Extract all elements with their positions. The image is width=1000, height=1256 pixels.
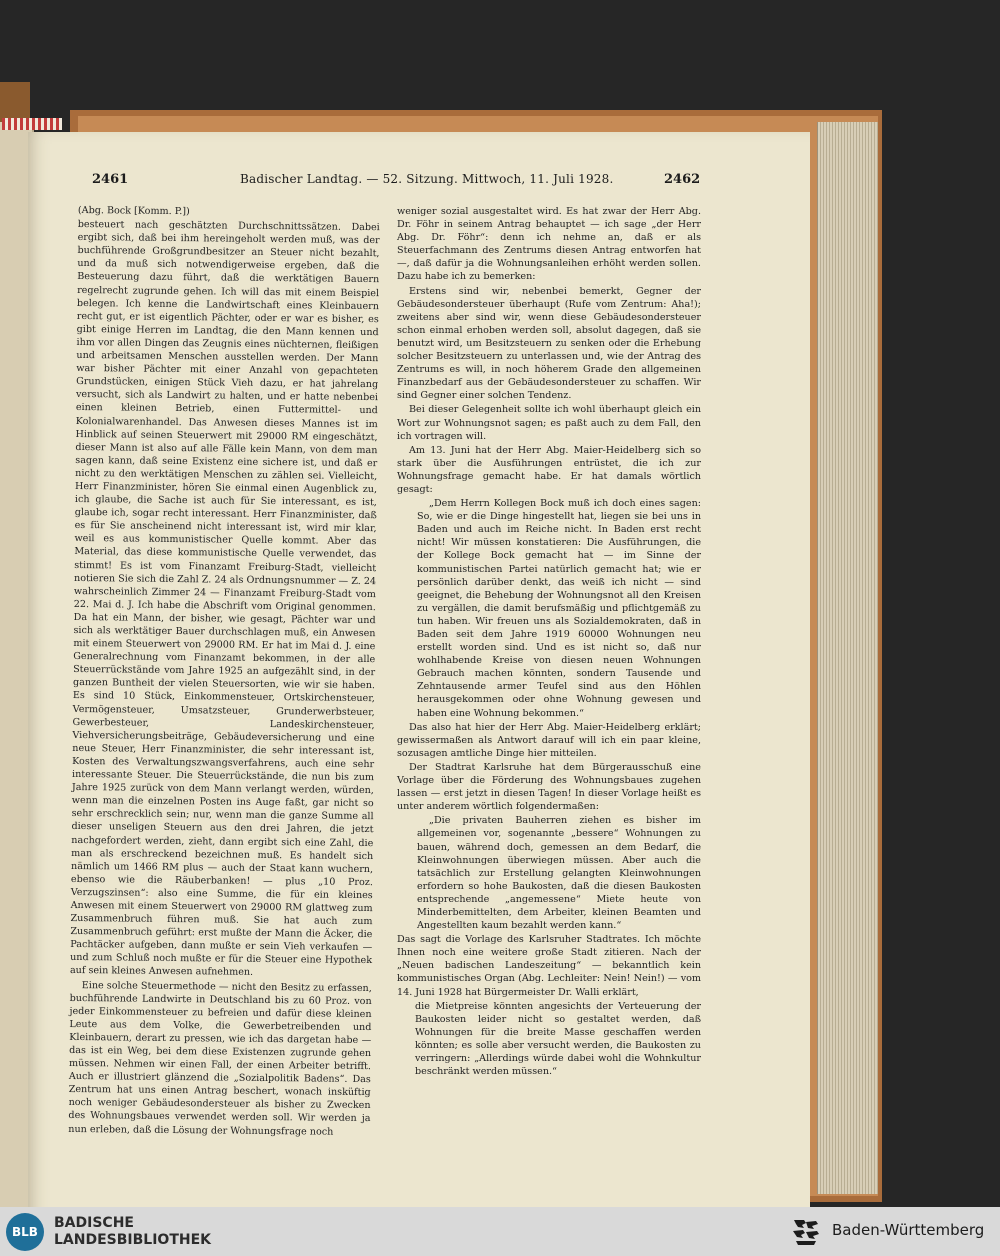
right-text-column — [397, 205, 701, 1079]
paragraph: Das also hat hier der Herr Abg. Maier-Heidelberg erklärt; gewissermaßen als Antwort darauf will ich ein paar kleine, sozusagen amtliche Dinge hier mitteilen. — [397, 721, 701, 759]
paragraph: Erstens sind wir, nebenbei bemerkt, Gegner der Gebäudesondersteuer überhaupt (Rufe vom Zentrum: Aha!); zweitens aber sind wir, wenn diese Gebäudesondersteuer schon einmal erhoben werden soll, absolut dagegen, daß sie benutzt wird, um Besitzsteuern zu senken oder die Erhebung solcher Besitzsteuern zu unterlassen und, wie der Antrag des Zentrums es will, in noch höherem Grade den allgemeinen Finanzbedarf aus der Gebäudesondersteuer zu schaffen. Wir sind Gegner einer solchen Tendenz. — [397, 285, 701, 402]
paragraph: Eine solche Steuermethode — nicht den Besitz zu erfassen, buchführende Landwirte in Deutschland bis zu 60 Proz. von jeder Einkommensteuer zu befreien und dafür diese kleinen Leute aus dem Volke, die Gewerbetreibenden und Kleinbauern, derart zu pressen, wie ich das dargetan habe — das ist ein Weg, bei dem diese Existenzen zugrunde gehen müssen. Nehmen wir einen Fall, der einen Arbeiter betrifft. Auch er illustriert glänzend die „Sozialpolitik Badens“. Das Zentrum hat uns einen Antrag beschert, wonach insküftig noch weniger Gebäudesondersteuer als bisher zu Zwecken des Wohnungsbaues verwendet werden soll. Wir werden ja nun erleben, daß die Lösung der Wohnungsfrage noch — [68, 979, 372, 1138]
left-text-column — [68, 204, 380, 1140]
baden-wuerttemberg-lions-icon[interactable] — [790, 1216, 822, 1248]
paragraph: besteuert nach geschätzten Durchschnittssätzen. Dabei ergibt sich, daß bei ihm hereingeholt werden muß, was der buchführende Großgrundbesitzer an Steuer nicht bezahlt, und da muß sich notwendigerweise ergeben, daß die Besteuerung dazu führt, daß die werktätigen Bauern regelrecht zugrunde gehen. Ich will das mit einem Beispiel belegen. Ich kenne die Landwirtschaft eines Kleinbauern recht gut, er ist eigentlich Pächter, oder er war es bisher, es gibt einige Herren im Landtag, die den Mann kennen und ihm vor allen Dingen das Zeugnis eines nüchternen, fleißigen und arbeitsamen Menschen ausstellen werden. Der Mann war bisher Pächter mit einer Anzahl von gepachteten Grundstücken, einigen Stück Vieh dazu, er hat jahrelang versucht, sich als Landwirt zu halten, und er hatte nebenbei einen kleinen Betrieb, einen Futtermittel- und Kolonialwarenhandel. Das Anwesen dieses Mannes ist im Hinblick auf seinen Steuerwert mit 29000 RM eingeschätzt, dieser Mann ist also auf alle Fälle kein Mann, von dem man sagen kann, daß seine Existenz eine sichere ist, und daß er nicht zu den werktätigen Menschen zu zählen sei. Vielleicht, Herr Finanzminister, hören Sie einmal einen Augenblick zu, ich glaube, die Sache ist auch für Sie interessant, es ist, glaube ich, sogar recht interessant. Herr Finanzminister, daß es für Sie anscheinend nicht interessant ist, wird mir klar, weil es aus kommunistischer Quelle kommt. Aber das Material, das diese kommunistische Quelle verwendet, das stimmt! Es ist vom Finanzamt Freiburg-Stadt, vielleicht notieren Sie sich die Zahl Z. 24 als Ordnungsnummer — Z. 24 wahrscheinlich Zimmer 24 — Finanzamt Freiburg-Stadt vom 22. Mai d. J. Ich habe die Abschrift vom Original genommen. Da hat ein Mann, der bisher, wie gesagt, Pächter war und sich als werktätiger Bauer durchschlagen muß, ein Anwesen mit einem Steuerwert von 29000 RM. Er hat im Mai d. J. eine Generalrechnung vom Finanzamt bekommen, in der alle Steuerrückstände vom Jahre 1925 an aufgezählt sind, in der ganzen Buntheit der vielen Steuersorten, wie wir sie haben. Es sind 10 Stück, Einkommensteuer, Ortskirchensteuer, Vermögensteuer, Umsatzsteuer, Grunderwerbsteuer, Gewerbesteuer, Landeskirchensteuer, Viehversicherungsbeiträge, Gebäudeversicherung und eine neue Steuer, Herr Finanzminister, die sehr interessant ist, Kosten des Verwaltungszwangsverfahrens, auch eine sehr interessante Steuer. Die Steuerrückstände, die nun bis zum Jahre 1925 zurück von dem Mann verlangt werden, würden, wenn man die einzelnen Posten ins Auge faßt, gar nicht so sehr erschrecklich sein; nur, wenn man die ganze Summe all dieser unseligen Steuern aus den drei Jahren, die jetzt nachgefordert werden, zieht, dann ergibt sich eine Zahl, die man als erschreckend bezeichnen muß. Es handelt sich nämlich um 1466 RM plus — auch der Staat kann wuchern, ebenso wie die Räuberbanken! — plus „10 Proz. Verzugszinsen“: also eine Summe, die für ein kleines Anwesen mit einem Steuerwert von 29000 RM glattweg zum Zusammenbruch führen muß. Sie hat auch zum Zusammenbruch geführt: erst mußte der Mann die Äcker, die Pachtäcker aufgeben, dann mußte er sein Vieh verkaufen — und zum Schluß noch mußte er für die Steuer eine Hypothek auf sein kleines Anwesen aufnehmen. — [69, 219, 380, 979]
bookmark-ribbon — [2, 118, 62, 130]
footer-bar — [0, 1207, 1000, 1256]
paragraph: Der Stadtrat Karlsruhe hat dem Bürgerausschuß eine Vorlage über die Förderung des Wohnungsbaues zugehen lassen — erst jetzt in diesen Tagen! In dieser Vorlage heißt es unter anderem wörtlich folgendermaßen: — [397, 761, 701, 813]
library-name-line2: LANDESBIBLIOTHEK — [54, 1232, 212, 1248]
blb-logo-icon[interactable]: BLB — [6, 1213, 44, 1251]
library-name[interactable] — [54, 1215, 211, 1249]
state-name[interactable]: Baden-Württemberg — [832, 1221, 985, 1239]
page-stack-edge — [817, 122, 878, 1194]
running-head: Badischer Landtag. — 52. Sitzung. Mittwoch, 11. Juli 1928. — [240, 172, 614, 186]
block-quote: die Mietpreise könnten angesichts der Verteuerung der Baukosten leider nicht so gestaltet werden, daß Wohnungen für die breite Masse geschaffen werden könnten; es solle aber versucht werden, die Baukosten zu verringern: „Allerdings würde dabei wohl die Wohnkultur beschränkt werden müssen.“ — [415, 1000, 701, 1078]
block-quote: „Die privaten Bauherren ziehen es bisher im allgemeinen vor, sogenannte „bessere“ Wohnungen zu bauen, während doch, gemessen an dem Bedarf, die Kleinwohnungen überwiegen müssen. Aber auch die tatsächlich zur Erstellung gelangten Kleinwohnungen erfordern so hohe Baukosten, daß die diesen Baukosten entsprechende „angemessene“ Miete heute von Minderbemittelten, dem Arbeiter, kleinen Beamten und Angestellten kaum bezahlt werden kann.“ — [417, 815, 701, 932]
library-name-line1: BADISCHE — [54, 1215, 134, 1231]
page-number-right: 2462 — [664, 172, 701, 187]
paragraph: Bei dieser Gelegenheit sollte ich wohl überhaupt gleich ein Wort zur Wohnungsnot sagen; es paßt auch zu dem Fall, den ich vortragen will. — [397, 404, 701, 442]
block-quote: „Dem Herrn Kollegen Bock muß ich doch eines sagen: So, wie er die Dinge hingestellt hat, liegen sie bei uns in Baden und auch im Reiche nicht. In Baden erst recht nicht! Wir müssen konstatieren: Die Ausführungen, die der Kollege Bock gemacht hat — im Sinne der kommunistischen Partei natürlich gemacht hat; wie er persönlich darüber denkt, das weiß ich nicht — sind geeignet, die Behebung der Wohnungsnot all den Kreisen zu vergällen, die damit berufsmäßig und pflichtgemäß zu tun haben. Wir freuen uns als Sozialdemokraten, daß in Baden seit dem Jahre 1919 60000 Wohnungen neu erstellt worden sind. Und es ist nicht so, daß nur wohlhabende Kreise von diesen neuen Wohnungen Gebrauch machen könnten, sondern Tausende und Zehntausende armer Teufel sind aus den Höhlen herausgekommen oder ohne Wohnung gewesen und haben eine Wohnung bekommen.“ — [417, 498, 701, 719]
paragraph: weniger sozial ausgestaltet wird. Es hat zwar der Herr Abg. Dr. Föhr in seinem Antrag behauptet — ich sage „der Herr Abg. Dr. Föhr“: denn ich nehme an, daß er als Steuerfachmann des Zentrums diesen Antrag entworfen hat —, daß dafür ja die Wohnungsanleihen erhöht werden sollen. Dazu habe ich zu bemerken: — [397, 206, 701, 283]
speaker-attribution: (Abg. Bock [Komm. P.]) — [77, 204, 190, 218]
paragraph: Am 13. Juni hat der Herr Abg. Maier-Heidelberg sich so stark über die Ausführungen entrüstet, die ich zur Wohnungsfrage gemacht habe. Er hat damals wörtlich gesagt: — [397, 444, 701, 495]
paragraph: Das sagt die Vorlage des Karlsruher Stadtrates. Ich möchte Ihnen noch eine weitere große Stadt zitieren. Nach der „Neuen badischen Landeszeitung“ — bekanntlich kein kommunistisches Organ (Abg. Lechleiter: Nein! Nein!) — vom 14. Juni 1928 hat Bürgermeister Dr. Walli erklärt, — [397, 934, 701, 998]
page-number-left: 2461 — [92, 172, 129, 187]
left-cover-corner — [0, 82, 30, 122]
